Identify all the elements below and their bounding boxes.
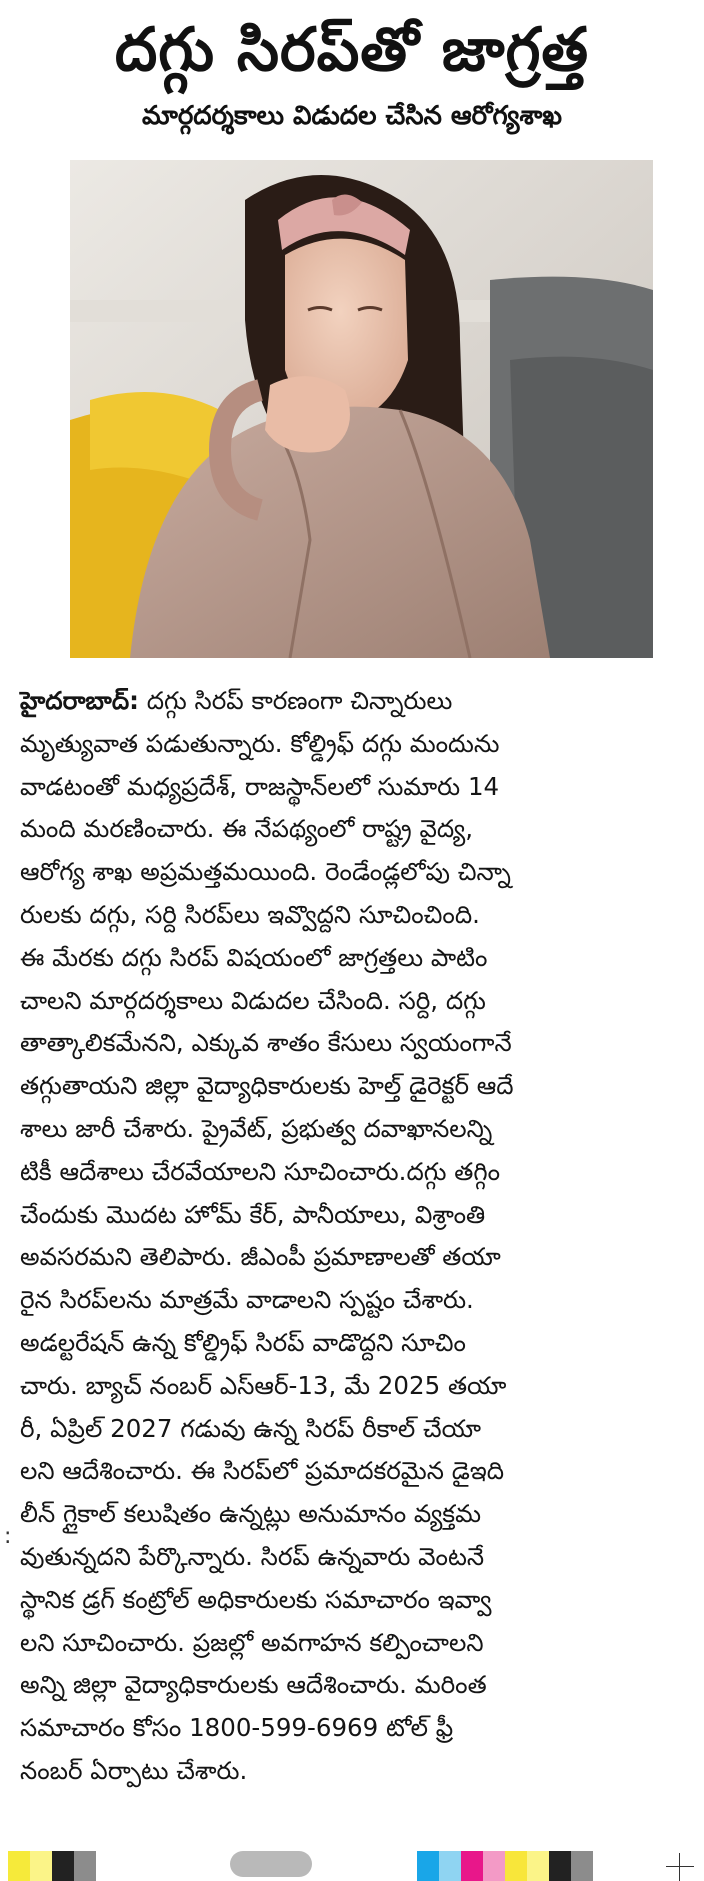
color-swatch <box>417 1851 439 1881</box>
color-swatch <box>483 1851 505 1881</box>
dateline: హైదరాబాద్: <box>20 686 139 715</box>
news-photo-child-coughing <box>70 160 653 658</box>
color-swatch <box>8 1851 30 1881</box>
article-line: రైన సిరప్‌లను మాత్రమే వాడాలని స్పష్టం చేశారు. <box>20 1285 474 1315</box>
article-line: వాడటంతో మధ్యప్రదేశ్, రాజస్థాన్‌లలో సుమారు 14 <box>20 771 500 801</box>
article-line: మంది మరణించారు. ఈ నేపథ్యంలో రాష్ట్ర వైద్య, <box>20 814 474 844</box>
article-body <box>20 680 660 1793</box>
article-line: వుతున్నదని పేర్కొన్నారు. సిరప్ ఉన్నవారు వెంటనే <box>20 1541 485 1571</box>
margin-mark: : <box>4 1524 12 1549</box>
article-line: లీన్ గ్లైకాల్ కలుషితం ఉన్నట్లు అనుమానం వ్యక్తమ <box>20 1499 481 1529</box>
color-swatch <box>74 1851 96 1881</box>
article-line: టికీ ఆదేశాలు చేరవేయాలని సూచించారు.దగ్గు తగ్గిం <box>20 1156 501 1186</box>
article-line: స్థానిక డ్రగ్ కంట్రోల్ అధికారులకు సమాచారం ఇవ్వా <box>20 1584 492 1614</box>
article-line: తగ్గుతాయని జిల్లా వైద్యాధికారులకు హెల్త్ డైరెక్టర్ ఆదే <box>20 1071 514 1101</box>
article-line: అవసరమని తెలిపారు. జీఎంపీ ప్రమాణాలతో తయా <box>20 1242 501 1272</box>
article-line: అన్ని జిల్లా వైద్యాధికారులకు ఆదేశించారు. మరింత <box>20 1670 487 1700</box>
color-swatch <box>527 1851 549 1881</box>
color-swatch <box>461 1851 483 1881</box>
article-line: సమాచారం కోసం 1800-599-6969 టోల్ ఫ్రీ <box>20 1713 454 1743</box>
article-line: తాత్కాలికమేనని, ఎక్కువ శాతం కేసులు స్వయంగానే <box>20 1028 512 1058</box>
article-line: నంబర్ ఏర్పాటు చేశారు. <box>20 1755 248 1785</box>
color-swatch <box>549 1851 571 1881</box>
article-line: శాలు జారీ చేశారు. ప్రైవేట్, ప్రభుత్వ దవాఖానలన్ని <box>20 1113 493 1143</box>
headline: దగ్గు సిరప్‌తో జాగ్రత్త <box>114 15 590 85</box>
register-pill <box>230 1851 312 1877</box>
article-line: మృత్యువాత పడుతున్నారు. కోల్డ్రిఫ్ దగ్గు మందును <box>20 728 500 758</box>
article-line: ఈ మేరకు దగ్గు సిరప్ విషయంలో జాగ్రత్తలు పాటిం <box>20 942 488 972</box>
color-swatch <box>439 1851 461 1881</box>
color-swatch <box>30 1851 52 1881</box>
article-line: లని ఆదేశించారు. ఈ సిరప్‌లో ప్రమాదకరమైన డైఇది <box>20 1456 505 1486</box>
color-swatch <box>52 1851 74 1881</box>
print-color-bar-left <box>8 1851 96 1881</box>
article-line: చారు. బ్యాచ్ నంబర్ ఎస్ఆర్-13, మే 2025 తయా <box>20 1370 507 1400</box>
article-line: రులకు దగ్గు, సర్ది సిరప్‌లు ఇవ్వొద్దని సూచించింది. <box>20 899 480 929</box>
article-line: చాలని మార్గదర్శకాలు విడుదల చేసింది. సర్ది, దగ్గు <box>20 985 486 1015</box>
article-line: అడల్టరేషన్ ఉన్న కోల్డ్రిఫ్ సిరప్ వాడొద్దని సూచిం <box>20 1327 466 1357</box>
article-line: హైదరాబాద్: దగ్గు సిరప్ కారణంగా చిన్నారులు <box>20 686 453 715</box>
article-line: ఆరోగ్య శాఖ అప్రమత్తమయింది. రెండేండ్లలోపు చిన్నా <box>20 857 511 887</box>
article-line: లని సూచించారు. ప్రజల్లో అవగాహన కల్పించాలని <box>20 1627 484 1657</box>
article-line: చేందుకు మొదట హోమ్ కేర్, పానీయాలు, విశ్రాంతి <box>20 1199 486 1229</box>
print-color-bar-right <box>417 1851 593 1881</box>
article-line: రీ, ఏప్రిల్ 2027 గడువు ఉన్న సిరప్ రీకాల్ చేయా <box>20 1413 482 1443</box>
color-swatch <box>571 1851 593 1881</box>
subheadline: మార్గదర్శకాలు విడుదల చేసిన ఆరోగ్యశాఖ <box>141 101 562 131</box>
crosshair-register-mark-icon <box>666 1853 694 1881</box>
color-swatch <box>505 1851 527 1881</box>
